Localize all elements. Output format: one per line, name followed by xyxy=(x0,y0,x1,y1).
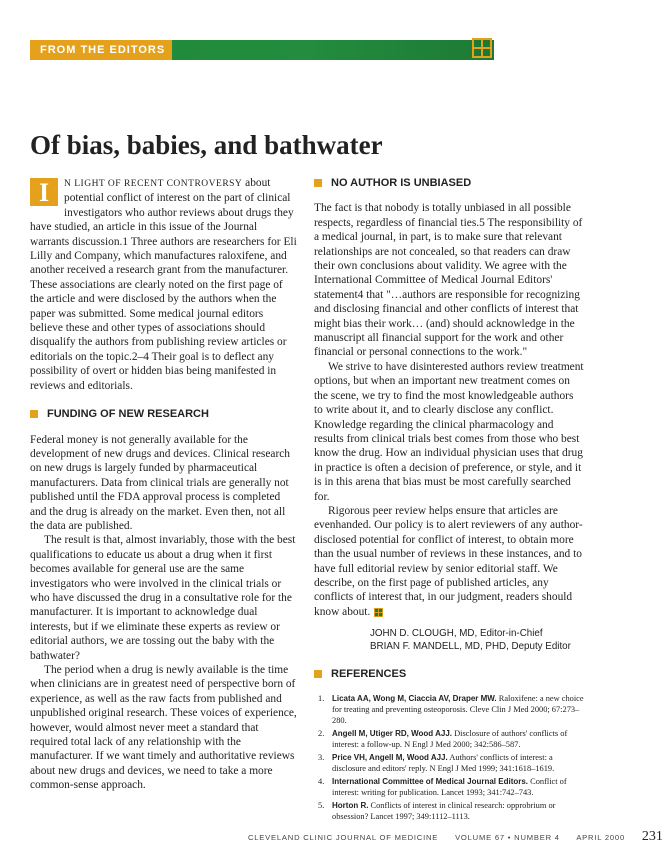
reference-item: 5. Horton R. Conflicts of interest in clinical research: opprobrium or obsession? Lancet 1997; 349:1112–1113. xyxy=(318,800,556,821)
reference-item: 2. Angell M, Utiger RD, Wood AJJ. Disclosure of authors' conflicts of interest: a follow-up. N Engl J Med 2000; 342:586–587. xyxy=(318,728,568,749)
section-heading-unbiased: NO AUTHOR IS UNBIASED xyxy=(314,176,584,190)
lead-in: N LIGHT OF RECENT CONTROVERSY xyxy=(64,179,243,189)
signature-line: JOHN D. CLOUGH, MD, Editor-in-Chief xyxy=(370,628,543,640)
section-label: FROM THE EDITORS xyxy=(30,40,172,60)
intro-paragraph xyxy=(30,176,298,393)
right-column xyxy=(314,176,584,824)
drop-cap: I xyxy=(30,178,58,206)
paragraph: We strive to have disinterested authors review treatment options, but when an important new treatment comes on the scene, we try to find the most knowledgeable authors to write about it, and to clearly disclose any conflict. Knowledge regarding the clinical pharmacology and results from clinical trials best comes from those who best know the drug. How an individual physician uses that drug in practice is often a decision of preference, or style, and it is in this arena that bias must be most carefully searched for. xyxy=(314,360,584,503)
four-square-logo-icon xyxy=(472,38,492,58)
paragraph: The result is that, almost invariably, those with the best qualifications to educate us about a drug when it first becomes available for general use are the same investigators who were involved in the clinical trials or who have discussed the drug in a consultative role for the manufacturer. It is important to acknowledge dual interests, but if we eliminate these experts as review or editorial authors, we are tossing out the baby with the bathwater? xyxy=(30,534,296,662)
intro-text: about potential conflict of interest on the part of clinical investigators who author reviews about drugs they have studied, an article in this issue of the Journal warrants discussion.1 Three authors are researchers for Eli Lilly and Company, which manufactures raloxifene, and another received a research grant from the manufacturer. These associations are clearly noted on the first page of the article and were disclosed by the authors when the paper was submitted. Some medical journal editors believe these and other types of associations should disqualify the authors from publishing review articles or editorials on the topic.2–4 Their goal is to deflect any possibility of overt or hidden bias being manifested in reviews and editorials. xyxy=(30,177,297,392)
bullet-square-icon xyxy=(30,410,38,418)
section-heading-references: REFERENCES xyxy=(314,667,584,681)
paragraph: The fact is that nobody is totally unbiased in all possible respects, regardless of financial ties.5 The responsibility of a medical journal, in part, is to make sure that relevant relationships are not concealed, so that readers can draw their own conclusions about validity. We agree with the International Committee of Medical Journal Editors' statement4 that "…authors are responsible for recognizing and disclosing financial and other conflicts of interest that might bias their work… (and) should acknowledge in the manuscript all financial support for the work and other financial or personal connections to the work." xyxy=(314,202,583,359)
section-heading-funding: FUNDING OF NEW RESEARCH xyxy=(30,407,298,421)
reference-item: 1. Licata AA, Wong M, Ciaccia AV, Draper MW. Raloxifene: a new choice for treating and preventing osteoporosis. Cleve Clin J Med 2000; 67:273–280. xyxy=(318,693,584,725)
article-title: Of bias, babies, and bathwater xyxy=(30,130,383,160)
left-column xyxy=(30,176,298,793)
reference-list xyxy=(314,693,584,822)
end-mark-icon xyxy=(374,608,383,617)
signature-line: BRIAN F. MANDELL, MD, PHD, Deputy Editor xyxy=(370,641,571,653)
paragraph: Federal money is not generally available for the development of new drugs and devices. Clinical research on new drugs is largely funded by pharmaceutical manufacturers. Data from clinical trials are generally not published until the FDA approval process is completed and the drug is already on the market. Even then, not all the data are published. xyxy=(30,433,290,532)
section-banner xyxy=(30,40,494,60)
issue-date: APRIL 2000 xyxy=(576,833,625,842)
paragraph: The period when a drug is newly available is the time when clinicians are in greatest need of perspective born of experience, as well as the raw facts from published and unpublished original research. These voices of experience, however, would almost never meet a standard that required total lack of any relationship with the manufacturer. If we want timely and authoritative reviews about new drugs and devices, we need to take a more common-sense approach. xyxy=(30,664,297,792)
bullet-square-icon xyxy=(314,670,322,678)
reference-item: 3. Price VH, Angell M, Wood AJJ. Authors' conflicts of interest: a disclosure and editors' reply. N Engl J Med 1999; 341:1618–1619. xyxy=(318,752,555,773)
volume-info: VOLUME 67 • NUMBER 4 xyxy=(455,833,560,842)
signature-block xyxy=(370,627,584,653)
paragraph: Rigorous peer review helps ensure that articles are evenhanded. Our policy is to alert reviewers of any author-disclosed potential for conflict of interest, to obtain more than the usual number of reviews in these instances, and to have full editorial review by senior editorial staff. We describe, on the first page of published articles, any conflicts of interest that, in our judgment, readers should know about. xyxy=(314,504,583,618)
bullet-square-icon xyxy=(314,179,322,187)
page-number: 231 xyxy=(641,829,663,844)
reference-item: 4. International Committee of Medical Journal Editors. Conflict of interest: writing for publication. Lancet 1993; 341:742–743. xyxy=(318,776,567,797)
journal-name: CLEVELAND CLINIC JOURNAL OF MEDICINE xyxy=(248,833,439,842)
page-footer xyxy=(248,829,663,845)
